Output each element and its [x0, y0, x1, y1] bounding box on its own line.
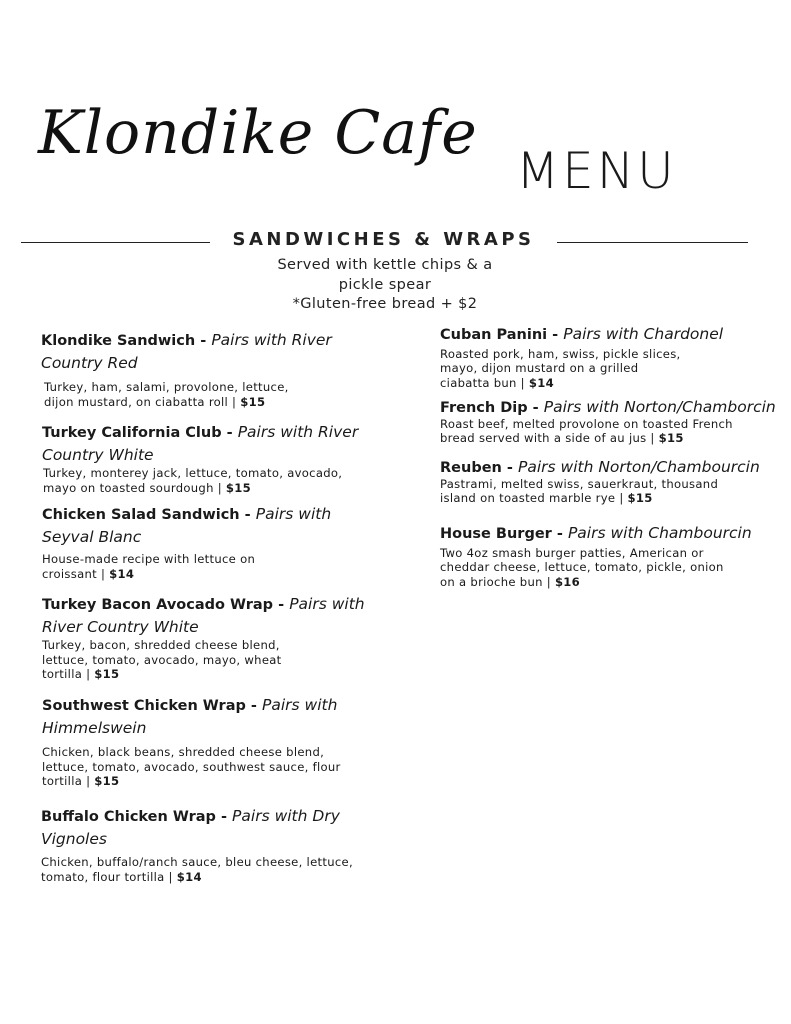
item-desc-line: House-made recipe with lettuce on [42, 552, 256, 566]
item-desc-line: Chicken, black beans, shredded cheese blend, [42, 745, 325, 759]
item-price: $15 [94, 774, 120, 788]
item-name: Cuban Panini - [440, 327, 564, 343]
menu-item-turkey-california-club [42, 422, 372, 495]
menu-item-cuban-panini [440, 324, 780, 390]
item-desc-line: Chicken, buffalo/ranch sauce, bleu cheese, lettuce, [41, 855, 353, 869]
item-pairing: Pairs with Chambourcin [567, 524, 752, 542]
item-desc-line: tortilla | [42, 667, 95, 681]
item-desc-line: Turkey, monterey jack, lettuce, tomato, avocado, [43, 466, 343, 480]
item-price: $14 [176, 869, 202, 884]
item-desc-line: bread served with a side of au jus | [440, 431, 659, 445]
item-pairing: Pairs with River Country White [42, 595, 365, 636]
item-desc-line: cheddar cheese, lettuce, tomato, pickle, onion [440, 560, 724, 574]
item-name: Reuben - [440, 460, 518, 476]
item-desc-line: ciabatta bun | [440, 375, 529, 390]
item-name: Klondike Sandwich - [41, 333, 212, 349]
item-pairing: Pairs with Norton/Chambourcin [517, 458, 760, 476]
item-desc-line: Pastrami, melted swiss, sauerkraut, thousand [440, 476, 719, 491]
menu-item-buffalo-chicken-wrap [41, 806, 381, 884]
item-price: $15 [225, 480, 252, 495]
item-price: $16 [554, 574, 581, 589]
cafe-name: Klondike Cafe [38, 98, 478, 168]
item-pairing: Pairs with Himmelswein [42, 696, 338, 737]
item-pairing: Pairs with River Country White [42, 423, 359, 464]
section-title: SANDWICHES & WRAPS [232, 229, 535, 250]
item-desc-line: Turkey, bacon, shredded cheese blend, [42, 638, 280, 652]
item-desc-line: dijon mustard, on ciabatta roll | [44, 394, 241, 409]
menu-item-turkey-bacon-avocado-wrap [42, 594, 372, 682]
item-desc-line: mayo on toasted sourdough | [43, 480, 226, 495]
item-desc-line: croissant | [42, 566, 110, 581]
item-price: $15 [94, 667, 120, 681]
divider-left [21, 242, 210, 243]
item-desc-line: Turkey, ham, salami, provolone, lettuce, [44, 380, 289, 394]
item-name: Turkey Bacon Avocado Wrap - [42, 597, 290, 613]
item-price: $14 [528, 375, 554, 390]
subtitle-line: Served with kettle chips & a [277, 257, 493, 273]
item-desc-line: tomato, flour tortilla | [41, 869, 177, 884]
item-name: Turkey California Club - [42, 425, 238, 441]
item-name: Buffalo Chicken Wrap - [41, 809, 233, 825]
menu-heading: MENU [516, 142, 677, 200]
section-subtitle [230, 256, 540, 315]
item-desc-line: lettuce, tomato, avocado, mayo, wheat [42, 652, 282, 667]
menu-item-chicken-salad-sandwich [42, 504, 372, 581]
item-pairing: Pairs with Dry Vignoles [41, 807, 340, 848]
item-name: Chicken Salad Sandwich - [42, 507, 256, 523]
item-desc-line: Two 4oz smash burger patties, American or [440, 545, 704, 560]
item-pairing: Pairs with River Country Red [41, 331, 332, 372]
item-desc-line: mayo, dijon mustard on a grilled [440, 361, 639, 375]
item-pairing: Pairs with Seyval Blanc [42, 505, 332, 546]
item-name: House Burger - [440, 526, 568, 542]
item-pairing: Pairs with Norton/Chamborcin [543, 398, 776, 416]
divider-right [557, 242, 748, 243]
item-name: French Dip - [440, 400, 544, 416]
item-price: $15 [627, 491, 653, 505]
item-name: Southwest Chicken Wrap - [42, 698, 262, 714]
item-desc-line: Roasted pork, ham, swiss, pickle slices, [440, 346, 681, 361]
item-desc-line: island on toasted marble rye | [440, 491, 628, 505]
menu-item-reuben [440, 457, 780, 506]
item-price: $14 [109, 566, 135, 581]
item-desc-line: Roast beef, melted provolone on toasted French [440, 416, 733, 431]
item-desc-line: on a brioche bun | [440, 574, 555, 589]
menu-item-french-dip [440, 397, 780, 446]
menu-item-klondike-sandwich [41, 330, 371, 409]
item-desc-line: tortilla | [42, 774, 95, 788]
subtitle-line: pickle spear [338, 276, 432, 293]
item-price: $15 [240, 394, 266, 409]
menu-item-house-burger [440, 523, 780, 589]
menu-item-southwest-chicken-wrap [42, 695, 372, 789]
item-price: $15 [658, 431, 684, 445]
item-desc-line: lettuce, tomato, avocado, southwest sauce, flour [42, 759, 341, 774]
item-pairing: Pairs with Chardonel [563, 325, 724, 343]
subtitle-line: *Gluten-free bread + $2 [292, 296, 478, 312]
